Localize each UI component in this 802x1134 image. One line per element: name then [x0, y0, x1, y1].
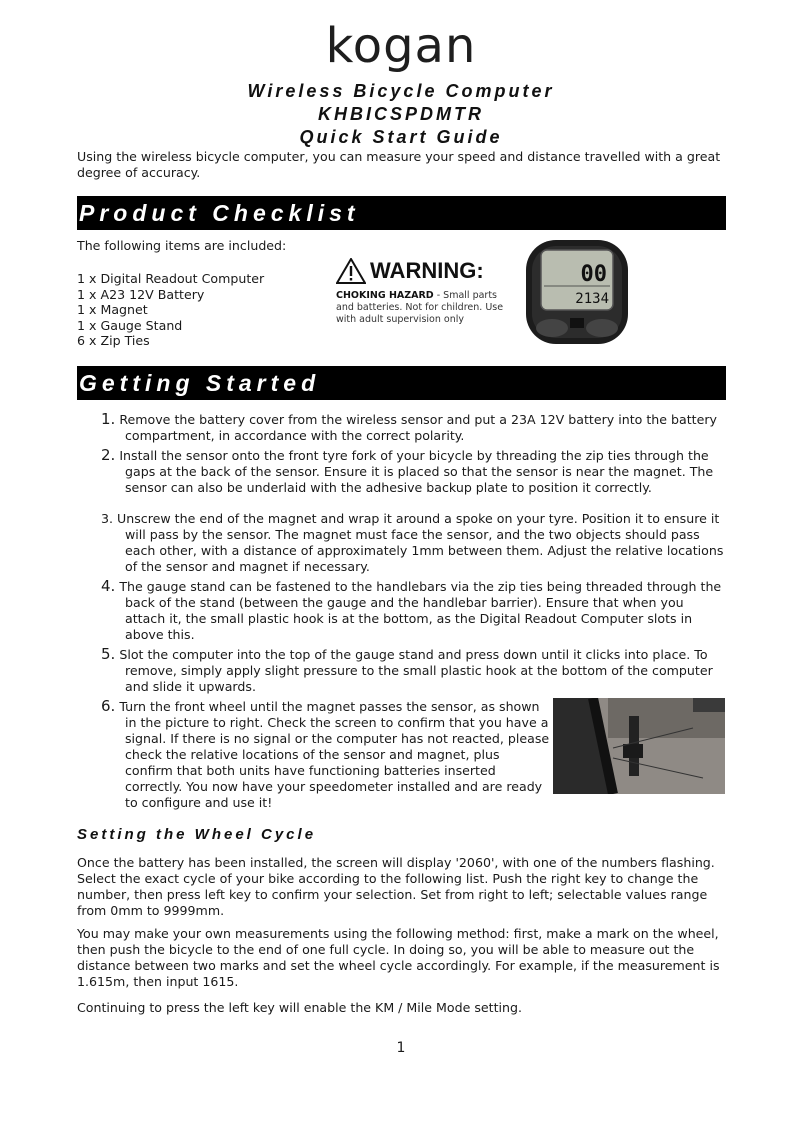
wheel-cycle-paragraph-1: Once the battery has been installed, the screen will display '2060', with one of the numbers flashing. Select the exact cycle of your bike according to the following list. Push the right key to change the number, then press left key to confirm your selection. Set from right to left; selectable values range from 0mm to 9999mm. [77, 855, 715, 918]
step-3: 3. Unscrew the end of the magnet and wrap it around a spoke on your tyre. Position it to ensure it will pass by the sensor. The magnet must face the sensor, and the two objects should pass each other, with a distance of approximately 1mm between them. Adjust the relative locations of the sensor and magnet if necessary. [101, 511, 724, 574]
page-number: 1 [396, 1040, 406, 1056]
warning-text: CHOKING HAZARD - Small parts and batteries. Not for children. Use with adult supervision only [336, 290, 504, 325]
checklist-lead: The following items are included: [77, 238, 287, 253]
step-5: 5. Slot the computer into the top of the gauge stand and press down until it clicks into place. To remove, simply apply slight pressure to the small plastic hook at the bottom of the computer and slide it upwards. [101, 645, 713, 694]
getting-started-heading: Getting Started [77, 366, 726, 400]
list-item: 1 x A23 12V Battery [77, 286, 205, 302]
title-line-2: KHBICSPDMTR [318, 104, 484, 124]
wheel-cycle-heading: Setting the Wheel Cycle [77, 826, 317, 843]
step-6: 6. Turn the front wheel until the magnet passes the sensor, as shown in the picture to right. Check the screen to confirm that you have a signal. If there is no signal or the computer has not reacted, please check the relative locations of the sensor and magnet, plus confirm that both units have functioning batteries inserted correctly. You now have your speedometer installed and are ready to configure and use it! [101, 697, 550, 810]
intro-paragraph: Using the wireless bicycle computer, you can measure your speed and distance travelled with a great degree of accuracy. [77, 149, 721, 180]
sensor-photo [553, 698, 725, 794]
wheel-cycle-paragraph-3: Continuing to press the left key will enable the KM / Mile Mode setting. [77, 1000, 523, 1015]
kogan-logo: kogan [325, 18, 477, 74]
device-display-bottom: 2134 [575, 291, 609, 307]
bike-computer-image [524, 236, 630, 346]
step-1: 1. Remove the battery cover from the wireless sensor and put a 23A 12V battery into the battery compartment, in accordance with the correct polarity. [101, 410, 717, 443]
warning-box [336, 258, 506, 326]
step-2: 2. Install the sensor onto the front tyre fork of your bicycle by threading the zip ties through the gaps at the back of the sensor. Ensure it is placed so that the sensor is near the magnet. The sensor can also be underlaid with the adhesive backup plate to position it correctly. [101, 446, 714, 495]
checklist-heading: Product Checklist [77, 196, 726, 230]
warning-triangle-icon [336, 258, 366, 284]
list-item: 1 x Gauge Stand [77, 317, 183, 333]
title-line-1: Wireless Bicycle Computer [247, 81, 555, 101]
list-item: 1 x Digital Readout Computer [77, 271, 265, 286]
title-line-3: Quick Start Guide [299, 127, 503, 147]
checklist-items [77, 271, 264, 349]
device-display-top: 00 [580, 262, 607, 287]
list-item: 6 x Zip Ties [77, 333, 150, 348]
wheel-cycle-paragraph-2: You may make your own measurements using the following method: first, make a mark on the wheel, then push the bicycle to the end of one full cycle. In doing so, you will be able to measure out the distance between two marks and set the wheel cycle accordingly. For example, if the measurement is 1.615m, then input 1615. [77, 926, 720, 989]
list-item: 1 x Magnet [77, 302, 148, 317]
warning-title: WARNING: [370, 258, 484, 283]
step-4: 4. The gauge stand can be fastened to the handlebars via the zip ties being threaded through the back of the stand (between the gauge and the handlebar barrier). Ensure that when you attach it, the small plastic hook is at the bottom, as the Digital Readout Computer slots in above this. [101, 577, 722, 642]
